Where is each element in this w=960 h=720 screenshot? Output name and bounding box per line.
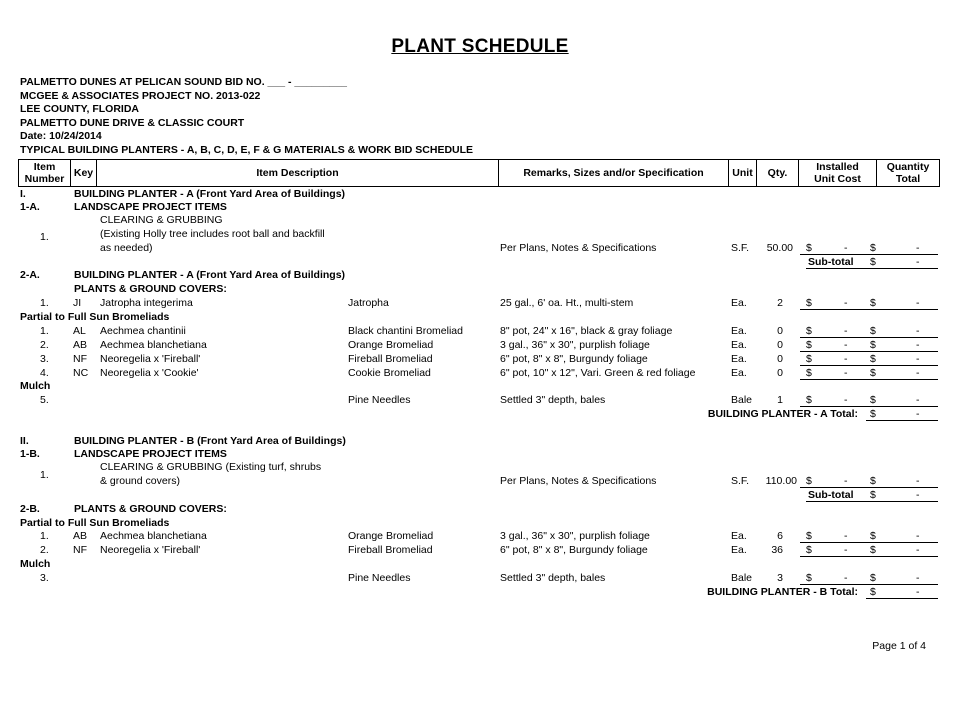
item-qty: 3: [777, 572, 783, 584]
group-heading: Partial to Full Sun Bromeliads: [20, 311, 170, 323]
item-common-name: Jatropha: [348, 297, 389, 309]
total-dash: -: [916, 475, 920, 487]
item-key: AB: [73, 339, 88, 351]
total-currency: $: [870, 572, 876, 584]
planter-a-total-label: BUILDING PLANTER - A Total:: [707, 408, 858, 420]
total-currency: $: [870, 530, 876, 542]
subsection-title: PLANTS & GROUND COVERS:: [74, 503, 227, 515]
item-unit: Bale: [731, 572, 753, 584]
subsection-number: 1-A.: [20, 201, 40, 213]
col-item-number: Item Number: [18, 159, 71, 187]
header-date-line: Date: 10/24/2014: [20, 130, 102, 143]
item-botanical-name: Neoregelia x 'Fireball': [100, 353, 201, 365]
total-currency: $: [870, 339, 876, 351]
clearing-line: CLEARING & GRUBBING (Existing turf, shrubs: [100, 461, 322, 473]
item-number: 3.: [40, 572, 49, 584]
item-remarks: Settled 3" depth, bales: [500, 572, 606, 584]
section-number: I.: [20, 188, 26, 200]
item-common-name: Pine Needles: [348, 394, 411, 406]
item-common-name: Fireball Bromeliad: [348, 353, 433, 365]
cost-currency: $: [806, 394, 812, 406]
cost-dash: -: [844, 242, 848, 254]
item-remarks: 3 gal., 36" x 30", purplish foliage: [500, 530, 650, 542]
clearing-line: CLEARING & GRUBBING: [100, 214, 223, 226]
cost-dash: -: [844, 475, 848, 487]
total-dash: -: [916, 394, 920, 406]
total-dash: -: [916, 353, 920, 365]
item-remarks: 6" pot, 8" x 8", Burgundy foliage: [500, 544, 648, 556]
item-unit: Ea.: [731, 325, 747, 337]
item-qty: 2: [777, 297, 783, 309]
item-qty: 36: [771, 544, 783, 556]
row-underline: [866, 598, 938, 599]
item-unit: Ea.: [731, 297, 747, 309]
item-key: AB: [73, 530, 88, 542]
cost-dash: -: [844, 572, 848, 584]
cost-dash: -: [844, 353, 848, 365]
col-qty: Qty.: [756, 159, 799, 187]
col-quantity-total: Quantity Total: [876, 159, 940, 187]
item-key: NC: [73, 367, 89, 379]
total-dash: -: [916, 242, 920, 254]
item-number: 2.: [40, 339, 49, 351]
subtotal-label: Sub-total: [808, 256, 854, 268]
cost-currency: $: [806, 325, 812, 337]
clearing-line: & ground covers): [100, 475, 180, 487]
row-underline: [800, 379, 938, 380]
subsection-title: BUILDING PLANTER - A (Front Yard Area of Buildings): [74, 269, 346, 281]
group-heading: Mulch: [20, 558, 51, 570]
item-unit: Bale: [731, 394, 753, 406]
subsection-title: LANDSCAPE PROJECT ITEMS: [74, 201, 227, 213]
subsection-number: 2-A.: [20, 269, 40, 281]
group-heading: Partial to Full Sun Bromeliads: [20, 517, 170, 529]
item-botanical-name: Jatropha integerima: [100, 297, 193, 309]
item-key: NF: [73, 353, 87, 365]
item-unit: S.F.: [731, 475, 750, 487]
col-key: Key: [70, 159, 97, 187]
total-dash: -: [916, 325, 920, 337]
item-remarks: 6" pot, 8" x 8", Burgundy foliage: [500, 353, 648, 365]
item-common-name: Orange Bromeliad: [348, 339, 434, 351]
header-address-line: PALMETTO DUNE DRIVE & CLASSIC COURT: [20, 116, 245, 129]
cost-currency: $: [806, 297, 812, 309]
item-key: NF: [73, 544, 87, 556]
cost-dash: -: [844, 297, 848, 309]
item-unit: Ea.: [731, 367, 747, 379]
cost-currency: $: [806, 572, 812, 584]
col-remarks: Remarks, Sizes and/or Specification: [498, 159, 729, 187]
subtotal-dash: -: [916, 489, 920, 501]
total-currency: $: [870, 242, 876, 254]
item-common-name: Cookie Bromeliad: [348, 367, 431, 379]
total-currency: $: [870, 325, 876, 337]
item-number: 1.: [40, 469, 49, 481]
planter-b-total-currency: $: [870, 586, 876, 598]
subtotal-label: Sub-total: [808, 489, 854, 501]
cost-dash: -: [844, 544, 848, 556]
item-number: 4.: [40, 367, 49, 379]
item-botanical-name: Aechmea blanchetiana: [100, 530, 207, 542]
col-installed-unit-cost: Installed Unit Cost: [798, 159, 877, 187]
cost-currency: $: [806, 544, 812, 556]
item-qty: 0: [777, 325, 783, 337]
cost-currency: $: [806, 353, 812, 365]
total-dash: -: [916, 544, 920, 556]
planter-a-total-currency: $: [870, 408, 876, 420]
item-qty: 50.00: [766, 242, 793, 254]
item-common-name: Orange Bromeliad: [348, 530, 434, 542]
cost-currency: $: [806, 475, 812, 487]
item-remarks: Settled 3" depth, bales: [500, 394, 606, 406]
clearing-line: (Existing Holly tree includes root ball and backfill: [100, 228, 325, 240]
cost-dash: -: [844, 394, 848, 406]
header-county-line: LEE COUNTY, FLORIDA: [20, 103, 140, 116]
item-unit: Ea.: [731, 339, 747, 351]
cost-currency: $: [806, 530, 812, 542]
cost-currency: $: [806, 339, 812, 351]
item-number: 3.: [40, 353, 49, 365]
item-remarks: 25 gal., 6' oa. Ht., multi-stem: [500, 297, 634, 309]
item-remarks: 8" pot, 24" x 16", black & gray foliage: [500, 325, 673, 337]
item-number: 2.: [40, 544, 49, 556]
item-number: 1.: [40, 325, 49, 337]
cost-currency: $: [806, 367, 812, 379]
item-unit: S.F.: [731, 242, 750, 254]
header-schedule-line: TYPICAL BUILDING PLANTERS - A, B, C, D, E, F & G MATERIALS & WORK BID SCHEDULE: [20, 143, 474, 156]
item-qty: 0: [777, 339, 783, 351]
row-underline: [800, 309, 938, 310]
section-title: BUILDING PLANTER - B (Front Yard Area of Buildings): [74, 435, 346, 447]
col-item-description: Item Description: [96, 159, 499, 187]
total-currency: $: [870, 544, 876, 556]
item-remarks: 3 gal., 36" x 30", purplish foliage: [500, 339, 650, 351]
item-botanical-name: Aechmea chantinii: [100, 325, 186, 337]
subtotal-currency: $: [870, 489, 876, 501]
total-currency: $: [870, 367, 876, 379]
section-title: BUILDING PLANTER - A (Front Yard Area of Buildings): [74, 188, 346, 200]
row-underline: [800, 556, 938, 557]
subsection-title: LANDSCAPE PROJECT ITEMS: [74, 448, 227, 460]
page-number: Page 1 of 4: [872, 640, 926, 652]
cost-dash: -: [844, 367, 848, 379]
total-dash: -: [916, 572, 920, 584]
item-number: 1.: [40, 530, 49, 542]
header-project-line: MCGEE & ASSOCIATES PROJECT NO. 2013-022: [20, 89, 261, 102]
item-common-name: Pine Needles: [348, 572, 411, 584]
item-remarks: Per Plans, Notes & Specifications: [500, 242, 657, 254]
item-remarks: Per Plans, Notes & Specifications: [500, 475, 657, 487]
total-dash: -: [916, 367, 920, 379]
total-currency: $: [870, 475, 876, 487]
page-title-text: PLANT SCHEDULE: [391, 36, 569, 57]
item-qty: 0: [777, 353, 783, 365]
col-unit: Unit: [728, 159, 757, 187]
item-botanical-name: Aechmea blanchetiana: [100, 339, 207, 351]
header-bid-line: PALMETTO DUNES AT PELICAN SOUND BID NO. ___ - _________: [20, 76, 347, 88]
item-common-name: Fireball Bromeliad: [348, 544, 433, 556]
total-currency: $: [870, 297, 876, 309]
item-qty: 0: [777, 367, 783, 379]
row-underline: [866, 420, 938, 421]
clearing-line: as needed): [100, 242, 153, 254]
item-botanical-name: Neoregelia x 'Cookie': [100, 367, 199, 379]
cost-currency: $: [806, 242, 812, 254]
planter-b-total-dash: -: [916, 586, 920, 598]
group-heading: Mulch: [20, 380, 51, 392]
item-key: JI: [73, 297, 82, 309]
subsection-title: PLANTS & GROUND COVERS:: [74, 283, 227, 295]
item-common-name: Black chantini Bromeliad: [348, 325, 463, 337]
row-underline: [806, 501, 938, 502]
item-key: AL: [73, 325, 86, 337]
item-qty: 1: [777, 394, 783, 406]
subtotal-currency: $: [870, 256, 876, 268]
item-qty: 6: [777, 530, 783, 542]
total-dash: -: [916, 339, 920, 351]
item-number: 1.: [40, 297, 49, 309]
item-unit: Ea.: [731, 353, 747, 365]
section-number: II.: [20, 435, 29, 447]
item-unit: Ea.: [731, 530, 747, 542]
cost-dash: -: [844, 530, 848, 542]
item-unit: Ea.: [731, 544, 747, 556]
row-underline: [806, 268, 938, 269]
subtotal-dash: -: [916, 256, 920, 268]
planter-b-total-label: BUILDING PLANTER - B Total:: [707, 586, 858, 598]
subsection-number: 2-B.: [20, 503, 40, 515]
total-dash: -: [916, 530, 920, 542]
cost-dash: -: [844, 325, 848, 337]
planter-a-total-dash: -: [916, 408, 920, 420]
item-qty: 110.00: [765, 475, 797, 487]
total-currency: $: [870, 394, 876, 406]
subsection-number: 1-B.: [20, 448, 40, 460]
item-remarks: 6" pot, 10" x 12", Vari. Green & red foliage: [500, 367, 696, 379]
total-dash: -: [916, 297, 920, 309]
cost-dash: -: [844, 339, 848, 351]
item-number: 5.: [40, 394, 49, 406]
item-number: 1.: [40, 231, 49, 243]
item-botanical-name: Neoregelia x 'Fireball': [100, 544, 201, 556]
total-currency: $: [870, 353, 876, 365]
